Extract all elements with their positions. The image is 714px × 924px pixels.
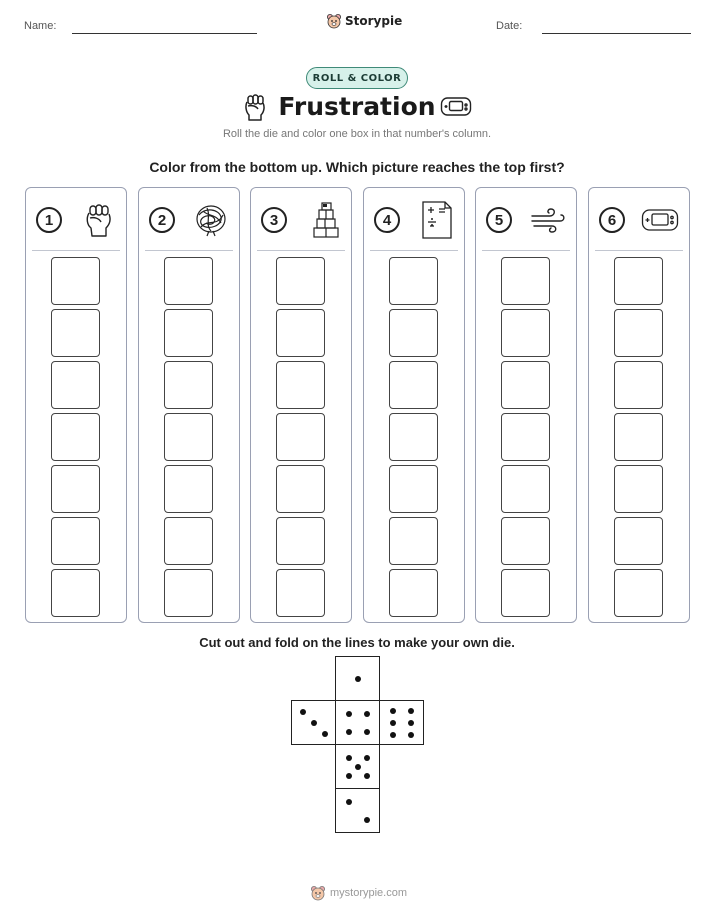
fist-icon	[82, 202, 116, 238]
color-box[interactable]	[389, 517, 438, 565]
color-boxes	[276, 257, 325, 621]
die-pip	[355, 676, 361, 682]
color-box[interactable]	[501, 465, 550, 513]
color-box[interactable]	[51, 413, 100, 461]
color-box[interactable]	[51, 569, 100, 617]
color-box[interactable]	[164, 517, 213, 565]
color-box[interactable]	[164, 309, 213, 357]
color-box[interactable]	[276, 257, 325, 305]
color-boxes	[614, 257, 663, 621]
column-number: 4	[374, 207, 400, 233]
die-pip	[311, 720, 317, 726]
color-box[interactable]	[51, 361, 100, 409]
die-pip	[390, 720, 396, 726]
bear-logo-icon	[326, 13, 342, 29]
die-face-4	[335, 700, 380, 745]
color-box[interactable]	[614, 569, 663, 617]
die-pip	[364, 729, 370, 735]
color-box[interactable]	[164, 361, 213, 409]
die-pip	[300, 709, 306, 715]
color-box[interactable]	[276, 517, 325, 565]
column-5	[475, 187, 577, 623]
color-box[interactable]	[614, 465, 663, 513]
column-4	[363, 187, 465, 623]
color-box[interactable]	[614, 257, 663, 305]
column-number: 6	[599, 207, 625, 233]
die-pip	[364, 711, 370, 717]
bear-logo-icon	[310, 885, 326, 901]
color-box[interactable]	[164, 257, 213, 305]
column-number: 1	[36, 207, 62, 233]
column-number: 5	[486, 207, 512, 233]
die-face-1	[335, 656, 380, 701]
date-label: Date:	[496, 20, 523, 32]
color-box[interactable]	[164, 413, 213, 461]
math-worksheet-icon	[420, 200, 454, 240]
color-box[interactable]	[501, 413, 550, 461]
column-divider	[482, 250, 570, 251]
color-box[interactable]	[501, 569, 550, 617]
color-box[interactable]	[389, 465, 438, 513]
die-pip	[346, 729, 352, 735]
column-6	[588, 187, 690, 623]
name-label: Name:	[24, 20, 57, 32]
page-title: Frustration	[278, 92, 436, 121]
color-box[interactable]	[51, 517, 100, 565]
roll-and-color-badge: ROLL & COLOR	[306, 67, 408, 89]
column-divider	[595, 250, 683, 251]
wind-gust-icon	[530, 206, 566, 234]
column-1	[25, 187, 127, 623]
brand-name: Storypie	[345, 14, 403, 28]
footer-url: mystorypie.com	[330, 887, 408, 899]
game-controller-icon	[641, 206, 679, 234]
column-divider	[32, 250, 120, 251]
color-box[interactable]	[389, 257, 438, 305]
footer	[310, 885, 407, 901]
die-pip	[346, 773, 352, 779]
color-box[interactable]	[164, 465, 213, 513]
color-box[interactable]	[389, 361, 438, 409]
color-box[interactable]	[501, 361, 550, 409]
subtitle: Roll the die and color one box in that number's column.	[222, 128, 492, 140]
color-boxes	[501, 257, 550, 621]
die-pip	[408, 720, 414, 726]
color-box[interactable]	[614, 413, 663, 461]
color-boxes	[164, 257, 213, 621]
die-pip	[408, 708, 414, 714]
die-pip	[408, 732, 414, 738]
color-boxes	[389, 257, 438, 621]
die-pip	[364, 755, 370, 761]
column-divider	[257, 250, 345, 251]
color-box[interactable]	[276, 569, 325, 617]
die-pip	[355, 764, 361, 770]
color-box[interactable]	[51, 309, 100, 357]
die-pip	[346, 799, 352, 805]
color-box[interactable]	[501, 309, 550, 357]
die-pip	[346, 755, 352, 761]
die-face-6	[379, 700, 424, 745]
die-face-3	[291, 700, 336, 745]
tangled-scribble-icon	[193, 203, 229, 237]
column-divider	[370, 250, 458, 251]
date-line[interactable]	[542, 33, 691, 34]
die-pip	[364, 773, 370, 779]
name-line[interactable]	[72, 33, 257, 34]
color-box[interactable]	[501, 517, 550, 565]
color-box[interactable]	[614, 361, 663, 409]
color-box[interactable]	[276, 309, 325, 357]
color-box[interactable]	[51, 257, 100, 305]
color-box[interactable]	[389, 309, 438, 357]
color-box[interactable]	[276, 413, 325, 461]
color-box[interactable]	[614, 309, 663, 357]
column-3	[250, 187, 352, 623]
die-face-2	[335, 788, 380, 833]
cut-instruction: Cut out and fold on the lines to make your own die.	[199, 635, 515, 650]
color-boxes	[51, 257, 100, 621]
color-box[interactable]	[389, 413, 438, 461]
color-box[interactable]	[276, 465, 325, 513]
color-box[interactable]	[51, 465, 100, 513]
storypie-logo	[326, 13, 402, 29]
column-divider	[145, 250, 233, 251]
color-box[interactable]	[164, 569, 213, 617]
column-number: 2	[149, 207, 175, 233]
die-pip	[390, 708, 396, 714]
die-pip	[364, 817, 370, 823]
die-face-5	[335, 744, 380, 789]
die-pip	[346, 711, 352, 717]
stacked-blocks-icon	[311, 201, 341, 239]
column-2	[138, 187, 240, 623]
die-pip	[322, 731, 328, 737]
game-controller-icon	[440, 95, 472, 119]
column-number: 3	[261, 207, 287, 233]
color-box[interactable]	[501, 257, 550, 305]
color-box[interactable]	[389, 569, 438, 617]
color-box[interactable]	[276, 361, 325, 409]
color-box[interactable]	[614, 517, 663, 565]
instruction-text: Color from the bottom up. Which picture reaches the top first?	[149, 159, 565, 175]
die-pip	[390, 732, 396, 738]
